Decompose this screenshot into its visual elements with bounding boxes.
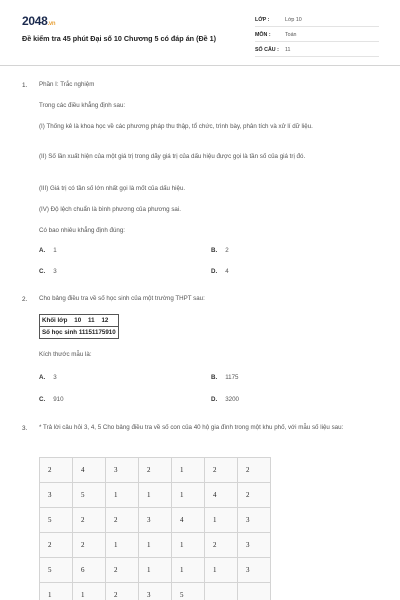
table-cell: Khối lớp 10 11 12 — [40, 315, 119, 327]
question-ask: Kích thước mẫu là: — [39, 351, 92, 358]
meta-value: 11 — [285, 47, 291, 53]
option-label: C. — [39, 268, 46, 275]
option-label: D. — [211, 396, 218, 403]
statement-3: (III) Giá trị có tần số lớn nhất gọi là mốt của dấu hiệu. — [39, 185, 186, 192]
table-cell: 2 — [40, 458, 73, 483]
table-cell: 3 — [238, 558, 271, 583]
answer-option-d[interactable] — [211, 396, 239, 403]
table-cell: 1 — [106, 533, 139, 558]
table-cell: 1 — [172, 483, 205, 508]
option-value: 3 — [53, 268, 57, 275]
table-cell — [238, 583, 271, 600]
meta-value: Toán — [285, 32, 297, 38]
table-cell: 3 — [106, 458, 139, 483]
table-row — [40, 558, 271, 583]
table-cell: 2 — [205, 533, 238, 558]
meta-row-subject — [255, 29, 379, 42]
question-text: * Trả lời câu hỏi 3, 4, 5 Cho bảng điều tra về số con của 40 hộ gia đình trong một khu phố, với mẫu số liệu sau: — [39, 424, 344, 431]
table-cell: 1 — [172, 533, 205, 558]
answer-option-c[interactable] — [39, 396, 64, 403]
page-title: Đề kiểm tra 45 phút Đại số 10 Chương 5 có đáp án (Đề 1) — [22, 34, 217, 43]
answer-option-a[interactable] — [39, 374, 57, 381]
table-cell: 2 — [106, 558, 139, 583]
table-cell: 1 — [205, 558, 238, 583]
option-label: D. — [211, 268, 218, 275]
question-ask: Có bao nhiêu khẳng định đúng: — [39, 227, 126, 234]
table-cell: 2 — [40, 533, 73, 558]
meta-row-count — [255, 44, 379, 57]
statement-1: (I) Thống kê là khoa học về các phương pháp thu thập, tổ chức, trình bày, phân tích và xử lí dữ liệu. — [39, 123, 313, 130]
table-cell: 2 — [238, 458, 271, 483]
option-value: 1175 — [225, 374, 239, 381]
option-label: C. — [39, 396, 46, 403]
table-cell: 2 — [139, 458, 172, 483]
students-table — [39, 314, 119, 339]
table-cell: 1 — [172, 458, 205, 483]
table-cell: 1 — [139, 533, 172, 558]
meta-row-class — [255, 14, 379, 27]
table-cell — [205, 583, 238, 600]
question-number: 3. — [22, 425, 28, 432]
table-cell: 1 — [73, 583, 106, 600]
data-grid — [39, 457, 271, 600]
section-heading: Phần I: Trắc nghiệm — [39, 81, 95, 88]
option-value: 2 — [225, 247, 229, 254]
statement-4: (IV) Độ lệch chuẩn là bình phương của phương sai. — [39, 206, 181, 213]
table-row — [40, 315, 119, 327]
table-cell: 3 — [139, 508, 172, 533]
site-logo[interactable] — [22, 14, 55, 28]
meta-key: LỚP : — [255, 17, 270, 23]
question-number: 2. — [22, 296, 28, 303]
page-header — [0, 0, 400, 66]
table-cell: 2 — [238, 483, 271, 508]
table-cell: 2 — [106, 583, 139, 600]
table-cell: 1 — [205, 508, 238, 533]
table-cell: 5 — [172, 583, 205, 600]
statement-2: (II) Số lần xuất hiện của một giá trị trong dãy giá trị của dấu hiệu được gọi là tần số của giá trị đó. — [39, 153, 306, 160]
meta-key: MÔN : — [255, 32, 271, 38]
table-row — [40, 508, 271, 533]
question-text: Cho bảng điều tra về số học sinh của một trường THPT sau: — [39, 295, 205, 302]
table-cell: 2 — [205, 458, 238, 483]
table-cell: 1 — [172, 558, 205, 583]
question-number: 1. — [22, 82, 28, 89]
option-label: A. — [39, 374, 46, 381]
option-value: 3 — [53, 374, 57, 381]
logo-suffix: .vn — [47, 21, 56, 27]
table-cell: 4 — [73, 458, 106, 483]
meta-key: SỐ CÂU : — [255, 47, 279, 53]
table-cell: 5 — [40, 508, 73, 533]
table-cell: 1 — [139, 558, 172, 583]
table-cell: 1 — [106, 483, 139, 508]
table-cell: 5 — [73, 483, 106, 508]
option-value: 910 — [53, 396, 64, 403]
table-cell: 1 — [139, 483, 172, 508]
table-cell: 4 — [205, 483, 238, 508]
question-intro: Trong các điều khẳng định sau: — [39, 102, 126, 109]
table-cell: 4 — [172, 508, 205, 533]
table-cell: 2 — [73, 508, 106, 533]
table-cell: 1 — [40, 583, 73, 600]
table-row — [40, 458, 271, 483]
table-cell: 3 — [139, 583, 172, 600]
answer-option-a[interactable] — [39, 247, 57, 254]
option-value: 4 — [225, 268, 229, 275]
option-value: 3200 — [225, 396, 239, 403]
logo-text: 2048 — [22, 14, 48, 28]
answer-option-b[interactable] — [211, 247, 229, 254]
table-cell: 2 — [106, 508, 139, 533]
table-cell: 3 — [40, 483, 73, 508]
table-cell: 3 — [238, 533, 271, 558]
option-label: B. — [211, 247, 218, 254]
table-row — [40, 583, 271, 600]
table-row — [40, 483, 271, 508]
table-cell: 3 — [238, 508, 271, 533]
option-label: B. — [211, 374, 218, 381]
option-value: 1 — [53, 247, 57, 254]
answer-option-b[interactable] — [211, 374, 239, 381]
table-cell: 5 — [40, 558, 73, 583]
answer-option-c[interactable] — [39, 268, 57, 275]
table-cell: 6 — [73, 558, 106, 583]
table-cell: 2 — [73, 533, 106, 558]
table-cell: Số học sinh 11151175910 — [40, 327, 119, 339]
option-label: A. — [39, 247, 46, 254]
answer-option-d[interactable] — [211, 268, 229, 275]
table-row — [40, 327, 119, 339]
table-row — [40, 533, 271, 558]
meta-value: Lớp 10 — [285, 17, 302, 23]
